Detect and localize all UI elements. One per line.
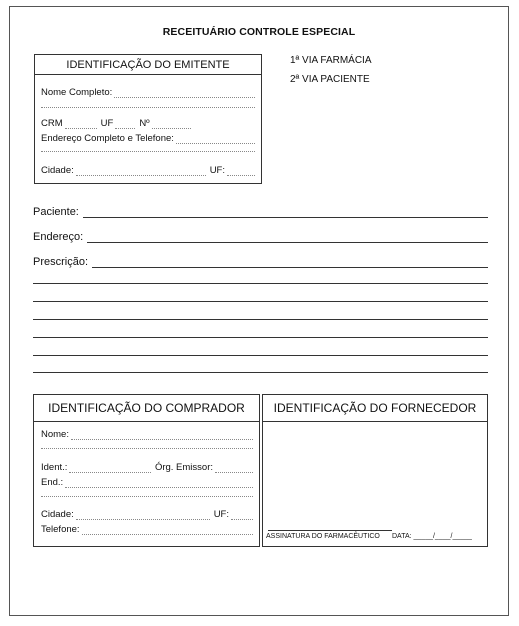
data-field[interactable]: DATA: _____/____/_____ xyxy=(392,533,472,540)
comprador-orgao-line xyxy=(215,463,253,473)
prescricao-line-4[interactable] xyxy=(33,337,488,338)
prescricao-line xyxy=(92,257,488,268)
emitente-crm-line xyxy=(65,119,97,129)
emitente-nome-label: Nome Completo: xyxy=(41,87,113,98)
prescricao-field[interactable] xyxy=(33,256,488,268)
form-title: RECEITUÁRIO CONTROLE ESPECIAL xyxy=(162,26,356,38)
emitente-box xyxy=(34,54,262,184)
assinatura-line[interactable] xyxy=(268,530,392,531)
emitente-crm-field[interactable] xyxy=(41,118,191,129)
comprador-orgao-label: Órg. Emissor: xyxy=(154,462,213,473)
emitente-uf-label: UF xyxy=(100,118,114,129)
endereco-line xyxy=(87,232,488,243)
comprador-telefone-field[interactable] xyxy=(41,524,253,535)
emitente-uf-line xyxy=(115,119,135,129)
prescricao-line-1[interactable] xyxy=(33,283,488,284)
prescricao-line-2[interactable] xyxy=(33,301,488,302)
endereco-field[interactable] xyxy=(33,231,488,243)
emitente-numero-label: Nº xyxy=(139,118,150,129)
paciente-label: Paciente: xyxy=(33,206,79,218)
comprador-ident-label: Ident.: xyxy=(41,462,68,473)
emitente-endereco-label: Endereço Completo e Telefone: xyxy=(41,133,174,144)
comprador-end-field[interactable] xyxy=(41,477,253,488)
emitente-crm-label: CRM xyxy=(41,118,63,129)
comprador-cidade-label: Cidade: xyxy=(41,509,74,520)
comprador-telefone-label: Telefone: xyxy=(41,524,80,535)
emitente-uf2-line xyxy=(227,166,255,176)
emitente-endereco-line xyxy=(176,134,255,144)
emitente-cidade-line xyxy=(76,166,206,176)
emitente-header: IDENTIFICAÇÃO DO EMITENTE xyxy=(35,55,261,75)
assinatura-label: ASSINATURA DO FARMACÊUTICO xyxy=(266,533,380,540)
emitente-nome-field[interactable] xyxy=(41,87,255,98)
emitente-cidade-label: Cidade: xyxy=(41,165,74,176)
emitente-numero-line xyxy=(152,119,191,129)
comprador-ident-field[interactable] xyxy=(41,462,253,473)
comprador-blank-line-2 xyxy=(41,496,253,497)
emitente-uf2-label: UF: xyxy=(209,165,225,176)
comprador-cidade-field[interactable] xyxy=(41,509,253,520)
prescricao-line-5[interactable] xyxy=(33,355,488,356)
comprador-blank-line xyxy=(41,448,253,449)
comprador-box xyxy=(33,394,260,547)
fornecedor-header: IDENTIFICAÇÃO DO FORNECEDOR xyxy=(263,395,487,422)
prescricao-label: Prescrição: xyxy=(33,256,89,268)
endereco-label: Endereço: xyxy=(33,231,84,243)
comprador-ident-line xyxy=(69,463,151,473)
prescricao-line-3[interactable] xyxy=(33,319,488,320)
comprador-cidade-line xyxy=(76,510,210,520)
prescricao-line-6[interactable] xyxy=(33,372,488,373)
emitente-cidade-field[interactable] xyxy=(41,165,255,176)
comprador-telefone-line xyxy=(82,525,253,535)
comprador-nome-label: Nome: xyxy=(41,429,69,440)
comprador-end-label: End.: xyxy=(41,477,64,488)
emitente-endereco-field[interactable] xyxy=(41,133,255,144)
emitente-blank-line-2 xyxy=(41,151,255,152)
via-farmacia: 1ª VIA FARMÁCIA xyxy=(290,55,372,66)
via-paciente: 2ª VIA PACIENTE xyxy=(290,74,370,85)
fornecedor-box xyxy=(262,394,488,547)
comprador-header: IDENTIFICAÇÃO DO COMPRADOR xyxy=(34,395,259,422)
comprador-nome-field[interactable] xyxy=(41,429,253,440)
comprador-end-line xyxy=(65,478,253,488)
paciente-field[interactable] xyxy=(33,206,488,218)
comprador-uf-label: UF: xyxy=(213,509,229,520)
emitente-blank-line xyxy=(41,107,255,108)
emitente-nome-line xyxy=(114,88,255,98)
comprador-uf-line xyxy=(231,510,253,520)
comprador-nome-line xyxy=(71,430,253,440)
paciente-line xyxy=(83,207,488,218)
